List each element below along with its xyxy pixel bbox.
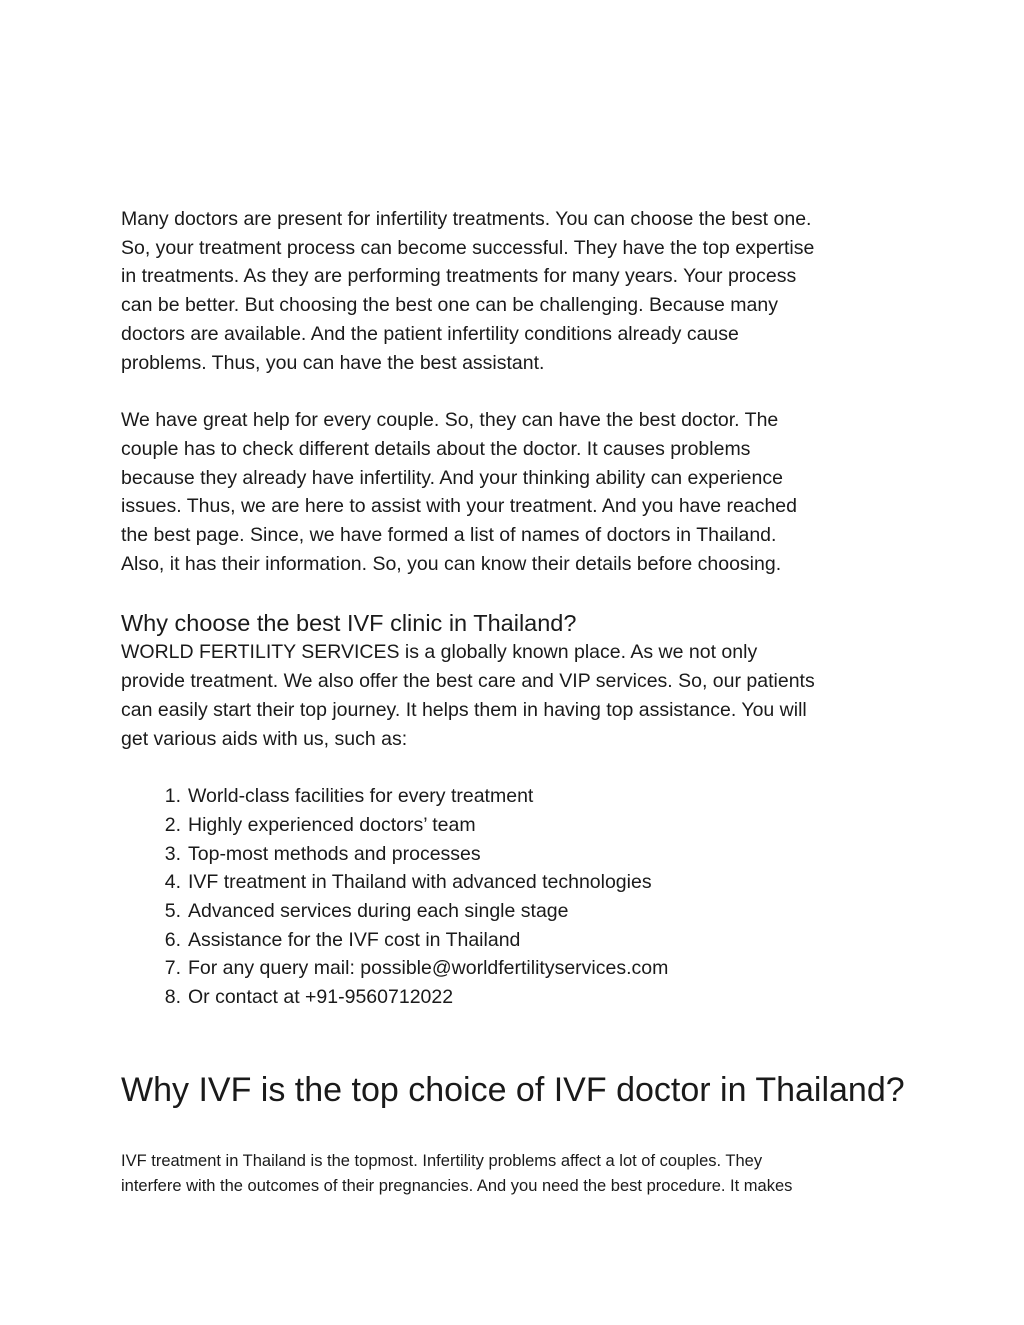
list-item: 3. Top-most methods and processes (164, 842, 481, 865)
spacer (121, 578, 911, 608)
clinic-heading: Why choose the best IVF clinic in Thailand? (121, 610, 577, 637)
list-item: 5. Advanced services during each single stage (164, 900, 569, 923)
clinic-paragraph: WORLD FERTILITY SERVICES is a globally known place. As we not only provide treatment. We also offer the best care and VIP services. So, our patients can easily start their top journey. It helps them in having top assistance. You will get various aids with us, such as: (121, 641, 815, 750)
list-item: 4. IVF treatment in Thailand with advanced technologies (164, 871, 652, 894)
intro-paragraph: Many doctors are present for infertility treatments. You can choose the best one. So, your treatment process can become successful. They have the top expertise in treatments. As they are performing treatments for many years. Your process can be better. But choosing the best one can be challenging. Because many doctors are available. And the patient infertility conditions already cause problems. Thus, you can have the best assistant. (121, 208, 815, 374)
help-paragraph: We have great help for every couple. So, they can have the best doctor. The couple has to check different details about the doctor. It causes problems because they already have infertility. And your thinking ability can experience issues. Thus, we are here to assist with your treatment. And you have reached the best page. Since, we have formed a list of names of doctors in Thailand. Also, it has their information. So, you can know their details before choosing. (121, 409, 797, 575)
list-item: 1. World-class facilities for every treatment (164, 785, 534, 808)
document-body (121, 205, 911, 1012)
list-item: 7. For any query mail: possible@worldfertilityservices.com (164, 957, 669, 980)
list-item: 8. Or contact at +91-9560712022 (164, 986, 454, 1009)
spacer (121, 753, 911, 782)
section-title: Why IVF is the top choice of IVF doctor in Thailand? (121, 1071, 905, 1109)
list-item: 2. Highly experienced doctors’ team (164, 813, 476, 836)
ivf-paragraph: IVF treatment in Thailand is the topmost. Infertility problems affect a lot of couples. They interfere with the outcomes of their pregnancies. And you need the best procedure. It makes (121, 1152, 793, 1195)
list-item: 6. Assistance for the IVF cost in Thailand (164, 928, 521, 951)
features-list (121, 782, 911, 1012)
spacer (121, 377, 911, 406)
